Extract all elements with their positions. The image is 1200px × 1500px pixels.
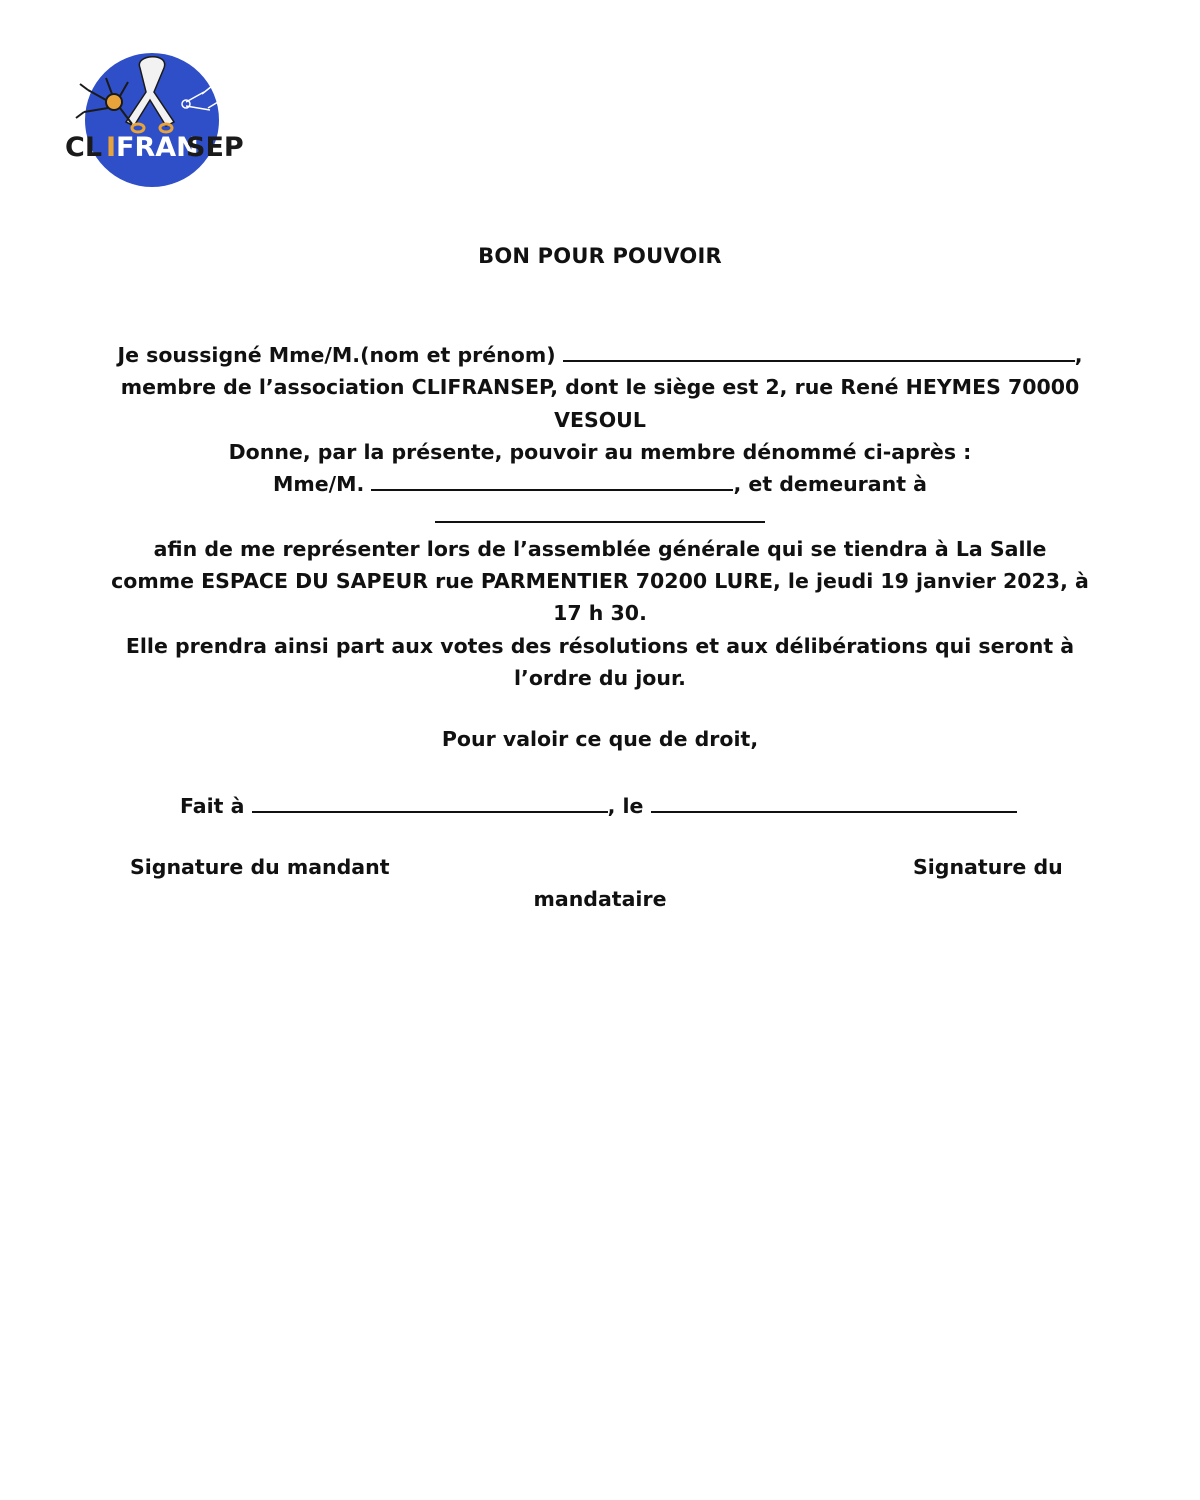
body-line-3: VESOUL (554, 407, 646, 432)
proxy-body (90, 339, 1110, 694)
body-line-5 (90, 468, 1110, 500)
logo-text-cl: CL (65, 132, 103, 163)
signature-mandataire-label-1: Signature du (913, 855, 1063, 879)
residence-label: , et demeurant à (733, 472, 927, 497)
logo-text-fran: FRAN (116, 132, 199, 163)
place-label: Fait à (180, 794, 245, 818)
body-line-7: afin de me représenter lors de l’assemblée générale qui se tiendra à La Salle (153, 536, 1047, 561)
logo-text-sep: SEP (186, 132, 244, 163)
comma: , (1074, 343, 1083, 367)
declarant-name-field[interactable] (563, 340, 1075, 362)
body-line-8: comme ESPACE DU SAPEUR rue PARMENTIER 70200 LURE, le jeudi 19 janvier 2023, à (111, 569, 1089, 594)
place-date-line (180, 791, 1080, 818)
body-line-11: l’ordre du jour. (514, 665, 686, 690)
body-line-4: Donne, par la présente, pouvoir au membre dénommé ci-après : (228, 439, 972, 464)
logo-text-i: I (106, 132, 117, 163)
signature-mandant-label: Signature du mandant (130, 855, 390, 879)
closing-formula: Pour valoir ce que de droit, (441, 727, 759, 751)
date-field[interactable] (651, 791, 1017, 813)
declarant-label: Je soussigné Mme/M.(nom et prénom) (117, 343, 556, 367)
place-field[interactable] (252, 791, 608, 813)
document-title: BON POUR POUVOIR (478, 244, 722, 268)
date-label: , le (607, 794, 644, 818)
proxy-label: Mme/M. (273, 472, 365, 497)
clifransep-logo (62, 50, 244, 190)
body-line-6 (90, 500, 1110, 532)
logo-graphic (62, 50, 244, 190)
body-line-9: 17 h 30. (553, 601, 647, 626)
proxy-address-field[interactable] (435, 501, 765, 523)
body-line-1 (90, 339, 1110, 371)
signature-mandataire-label-2: mandataire (533, 887, 667, 911)
proxy-name-field[interactable] (371, 469, 733, 491)
body-line-2: membre de l’association CLIFRANSEP, dont le siège est 2, rue René HEYMES 70000 (120, 375, 1080, 400)
body-line-10: Elle prendra ainsi part aux votes des résolutions et aux délibérations qui seront à (125, 633, 1075, 658)
